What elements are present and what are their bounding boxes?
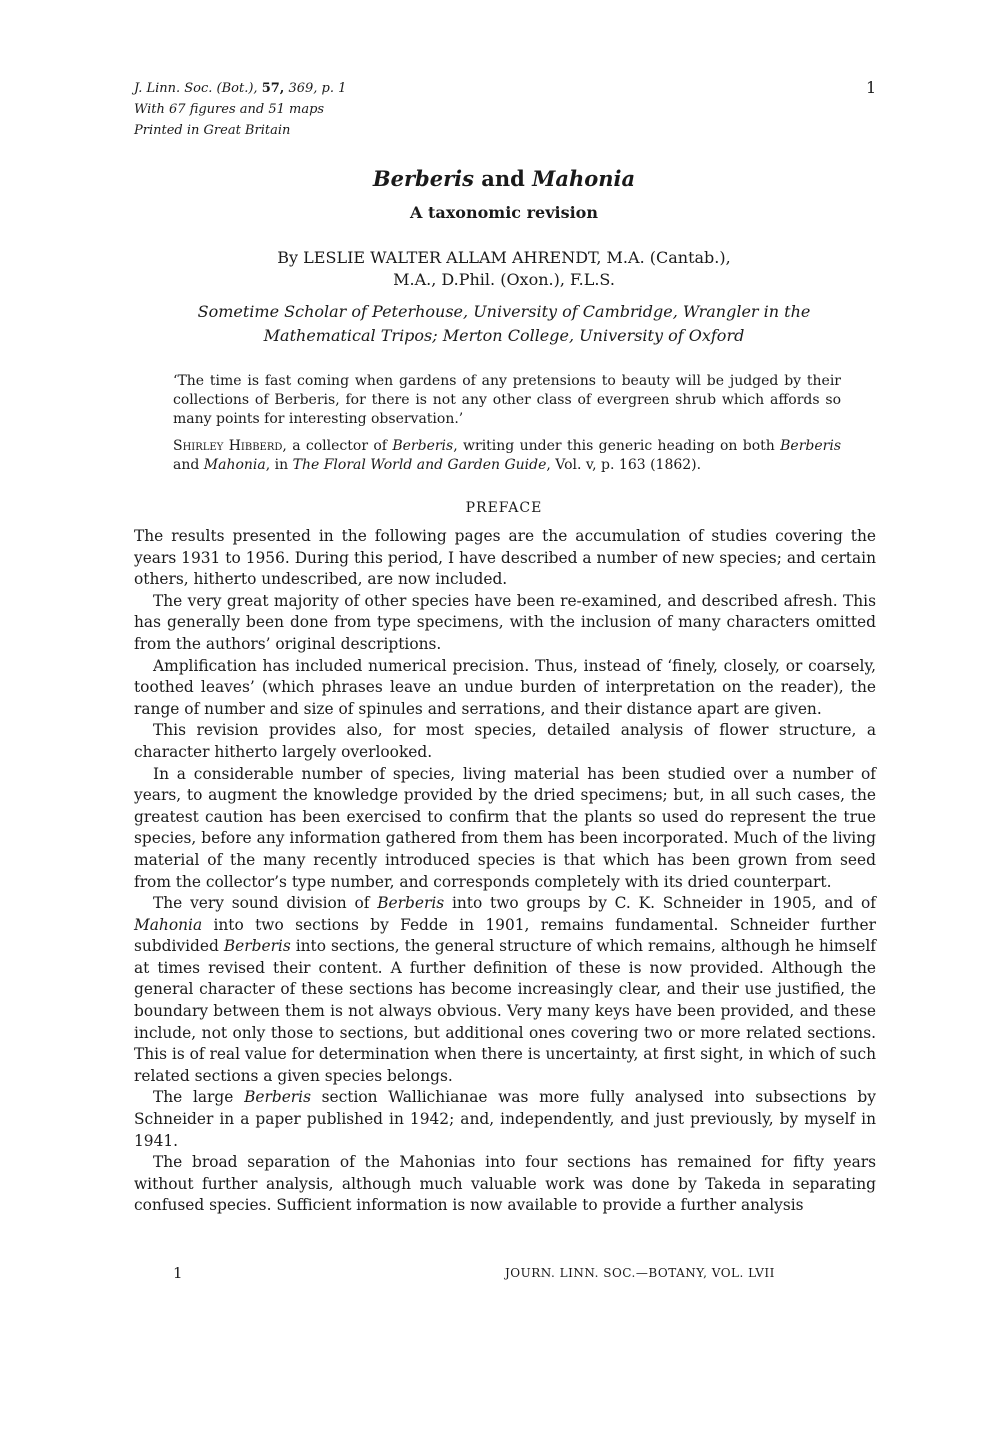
citation-line-1: J. Linn. Soc. (Bot.), 57, 369, p. 1 [134,81,347,96]
paragraph: The broad separation of the Mahonias into four sections has remained for fifty years without further analysis, although much valuable work was done by Takeda in separating confused species. Sufficient information is now available to provide a further analysis [134,1153,876,1215]
author-line-2: M.A., D.Phil. (Oxon.), F.L.S. [393,270,615,289]
affiliation-line-1: Sometime Scholar of Peterhouse, University of Cambridge, Wrangler in the [197,302,811,321]
paragraph: The large Berberis section Wallichianae was more fully analysed into subsections by Schneider in a paper published in 1942; and, independently, and just previously, by myself in 1941. [134,1088,876,1150]
section-heading: PREFACE [465,500,543,516]
article-subtitle: A taxonomic revision [410,203,598,222]
paragraph: The very great majority of other species have been re-examined, and described afresh. This has generally been done from type specimens, with the inclusion of many characters omitted from the authors’ original descriptions. [134,591,876,653]
affiliation-line-2: Mathematical Tripos; Merton College, University of Oxford [263,326,745,345]
title-genus-berberis: Berberis [372,166,474,191]
epigraph-source: Shirley Hibberd, a collector of Berberis, writing under this generic heading on both Berberis and Mahonia, in The Floral World and Garden Guide, Vol. v, p. 163 (1862). [173,438,842,473]
epigraph-quote: ‘The time is fast coming when gardens of any pretensions to beauty will be judged by their collections of Berberis, for there is not any other class of evergreen shrub which affords so many points for interesting observation.’ [173,373,841,427]
preface-body [134,526,876,1217]
signature-number: 1 [173,1264,183,1282]
epigraph-author: Shirley Hibberd [173,438,283,454]
footer-journal-title: JOURN. LINN. SOC.—BOTANY, VOL. LVII [505,1266,775,1280]
page-number: 1 [866,78,877,97]
journal-citation [134,78,346,141]
paragraph: This revision provides also, for most species, detailed analysis of flower structure, a character hitherto largely overlooked. [134,721,876,761]
citation-line-3: Printed in Great Britain [134,123,291,138]
title-conjunction: and [481,166,525,191]
title-genus-mahonia: Mahonia [532,166,636,191]
author-affiliation [0,300,1008,348]
author-block [0,247,1008,291]
paragraph: In a considerable number of species, living material has been studied over a number of years, to augment the knowledge provided by the dried specimens; but, in all such cases, the greatest caution has been exercised to confirm that the plants so used do represent the true species, before any information gathered from them has been incorporated. Much of the living material of the many recently introduced species is that which has been grown from seed from the collector’s type number, and corresponds completely with its dried counterpart. [134,764,876,891]
paragraph: The very sound division of Berberis into two groups by C. K. Schneider in 1905, and of Mahonia into two sections by Fedde in 1901, remains fundamental. Schneider further subdivided Berberis into sections, the general structure of which remains, although he himself at times revised their content. A further definition of these is now provided. Although the general character of these sections has become increasingly clear, and their use justified, the boundary between them is not always obvious. Very many keys have been provided, and these include, not only those to sections, but additional ones covering two or more related sections. This is of real value for determination when there is uncertainty, at first sight, in which of such related sections a given species belongs. [134,894,876,1085]
citation-line-2: With 67 figures and 51 maps [134,102,325,117]
paragraph: Amplification has included numerical precision. Thus, instead of ‘finely, closely, or coarsely, toothed leaves’ (which phrases leave an undue burden of interpretation on the reader), the range of number and size of spinules and serrations, and their distance apart are given. [134,656,876,718]
paragraph: The results presented in the following pages are the accumulation of studies covering the years 1931 to 1956. During this period, I have described a number of new species; and certain others, hitherto undescribed, are now included. [134,527,876,589]
author-line-1: By LESLIE WALTER ALLAM AHRENDT, M.A. (Cantab.), [277,248,731,267]
article-title [0,166,1008,191]
